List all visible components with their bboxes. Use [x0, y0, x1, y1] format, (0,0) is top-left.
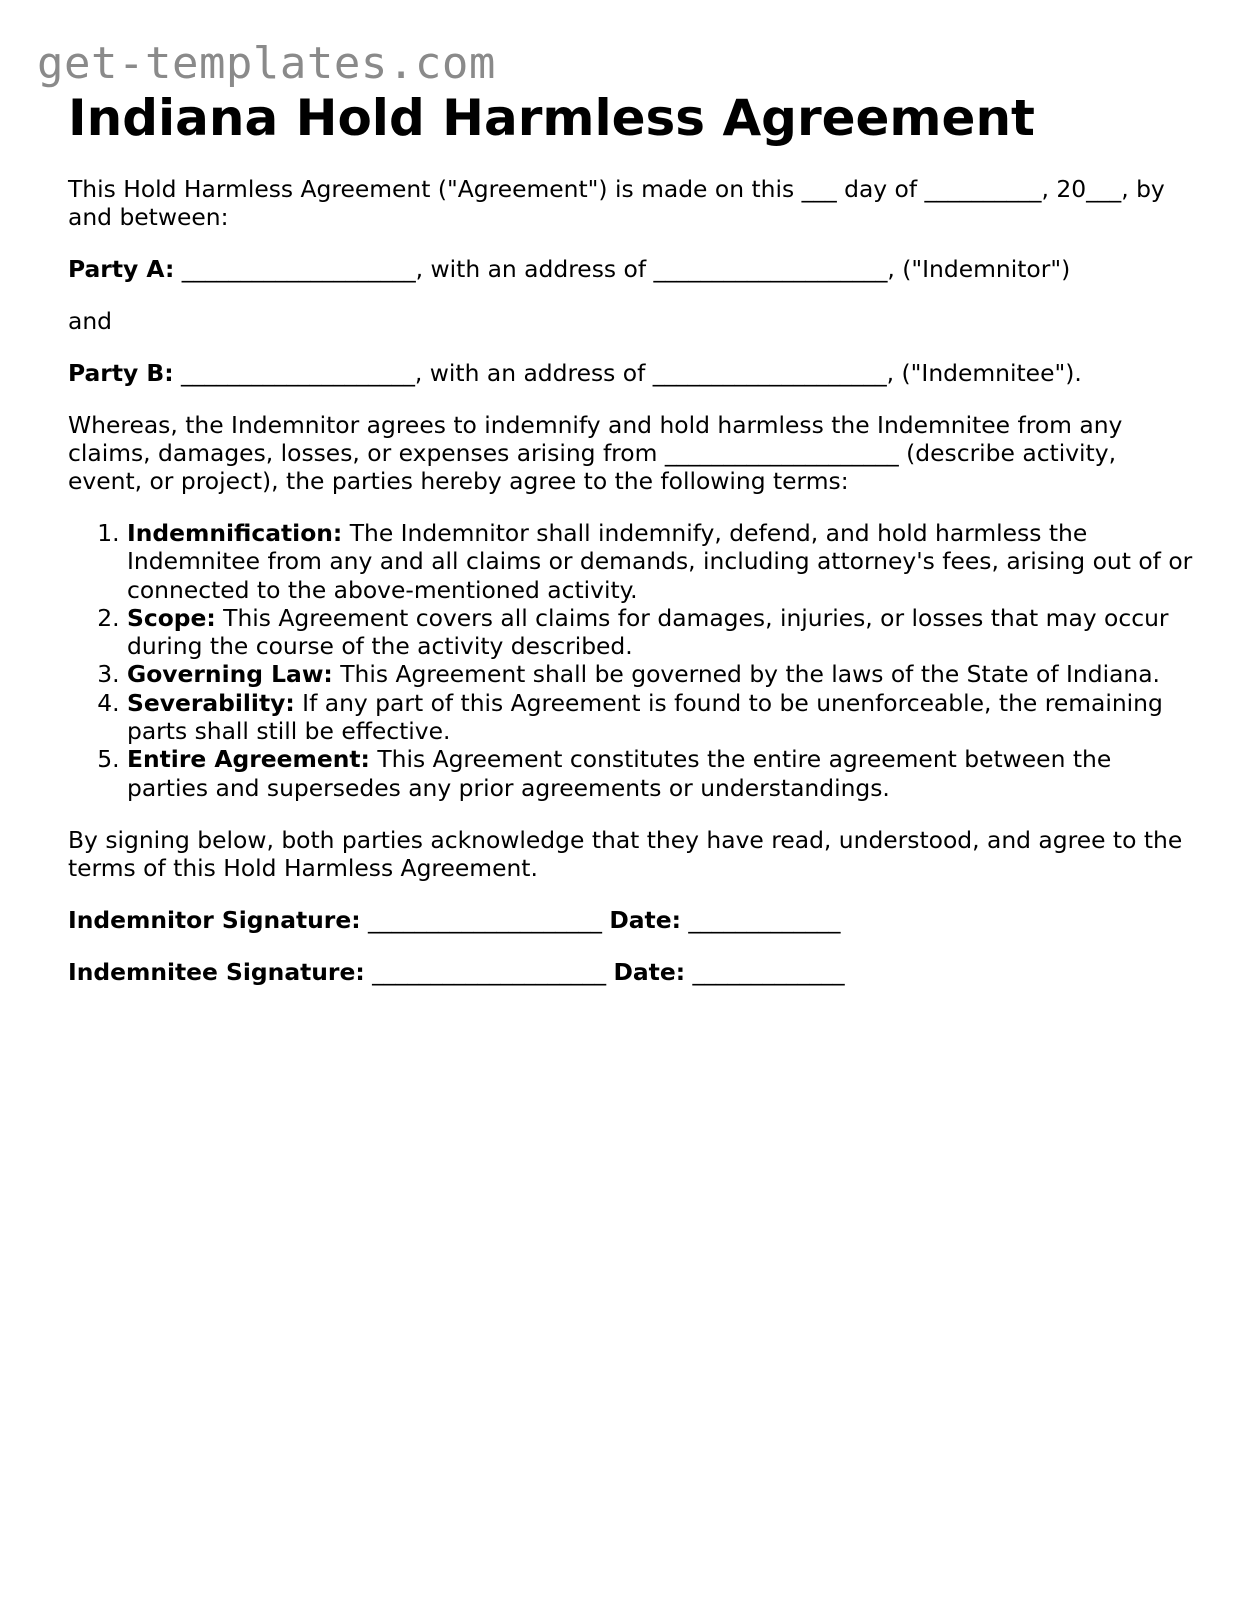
signature-label: Indemnitee Signature:: [68, 957, 365, 986]
term-text: This Agreement constitutes the entire agreement between the parties and supersedes any prior agreements or understandings.: [127, 745, 1112, 802]
term-text: This Agreement covers all claims for damages, injuries, or losses that may occur during the course of the activity described.: [127, 603, 1169, 661]
term-text: This Agreement shall be governed by the laws of the State of Indiana.: [332, 660, 1160, 689]
watermark: get-templates.com: [37, 38, 496, 89]
party-b-text: ____________________, with an address of ____________________, ("Indemnitee").: [173, 359, 1082, 387]
signature-blank: ____________________: [364, 957, 614, 986]
date-blank: _____________: [685, 957, 845, 986]
party-b-line: [68, 359, 1193, 387]
signature-label: Indemnitor Signature:: [68, 905, 361, 934]
date-label: Date:: [613, 957, 686, 986]
date-blank: _____________: [680, 905, 841, 934]
term-text: If any part of this Agreement is found to be unenforceable, the remaining parts shall still be effective.: [127, 688, 1163, 746]
term-label: Severability:: [127, 688, 295, 717]
party-a-line: [68, 255, 1193, 283]
term-label: Governing Law:: [127, 660, 333, 689]
indemnitee-signature-line: [68, 958, 1193, 986]
document: [68, 88, 1193, 986]
party-b-label: Party B:: [68, 359, 174, 387]
document-title: Indiana Hold Harmless Agreement: [68, 89, 1035, 147]
term-item-severability: [127, 689, 1193, 746]
party-a-label: Party A:: [68, 255, 175, 283]
intro-paragraph: This Hold Harmless Agreement ("Agreement") is made on this ___ day of __________, 20___, by and between:: [68, 175, 1165, 231]
date-label: Date:: [609, 905, 681, 934]
term-text: The Indemnitor shall indemnify, defend, and hold harmless the Indemnitee from any and all claims or demands, including attorney's fees, arising out of or connected to the above-mentioned activity.: [127, 519, 1193, 604]
term-label: Entire Agreement:: [127, 745, 370, 774]
term-item-indemnification: [127, 519, 1193, 604]
closing-paragraph: By signing below, both parties acknowledge that they have read, understood, and agree to the terms of this Hold Harmless Agreement.: [68, 825, 1183, 882]
indemnitor-signature-line: [68, 906, 1193, 934]
signature-blank: ____________________: [360, 905, 610, 934]
term-item-entire-agreement: [127, 745, 1193, 802]
and-text: and: [68, 307, 113, 335]
term-label: Scope:: [127, 603, 216, 632]
term-item-governing-law: [127, 660, 1193, 688]
party-a-text: ____________________, with an address of ____________________, ("Indemnitor"): [174, 255, 1071, 283]
terms-list: [68, 519, 1193, 802]
term-label: Indemnification:: [127, 519, 343, 547]
whereas-paragraph: Whereas, the Indemnitor agrees to indemnify and hold harmless the Indemnitee from any claims, damages, losses, or expenses arising from ____________________ (describe activity, event, or project), the parties hereby agree to the following terms:: [68, 411, 1123, 495]
term-item-scope: [127, 604, 1193, 661]
